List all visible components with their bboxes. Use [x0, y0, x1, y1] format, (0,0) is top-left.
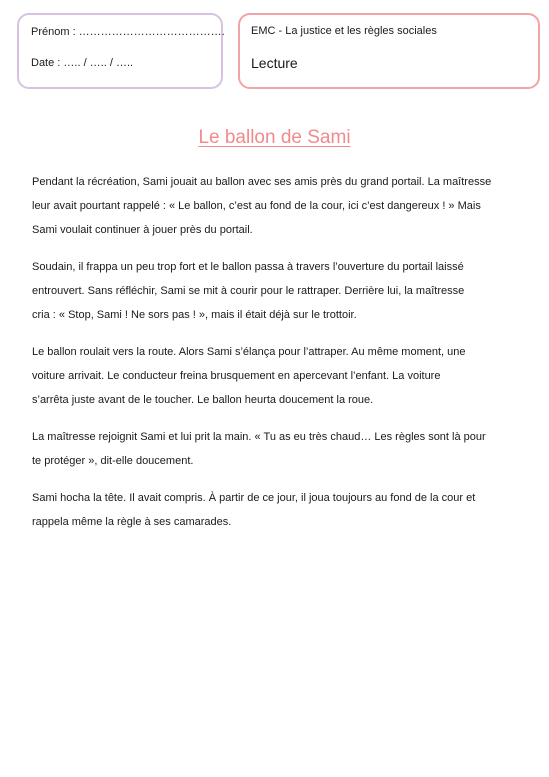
subject-box	[238, 13, 540, 89]
story-body	[32, 170, 514, 547]
lesson-type-label: Lecture	[251, 55, 298, 71]
student-info-box	[17, 13, 223, 89]
first-name-field: Prénom : ………………………………….	[31, 26, 225, 38]
story-title: Le ballon de Sami	[198, 127, 351, 148]
story-paragraph: La maîtresse rejoignit Sami et lui prit la main. « Tu as eu très chaud… Les règles sont là pour te protéger », dit-elle doucement.	[32, 431, 486, 467]
date-field: Date : ….. / ….. / …..	[31, 57, 134, 69]
subject-label: EMC - La justice et les règles sociales	[251, 25, 437, 37]
story-paragraph: Pendant la récréation, Sami jouait au ballon avec ses amis près du grand portail. La maîtresse leur avait pourtant rappelé : « Le ballon, c’est au fond de la cour, ici c’est dangereux ! » Mais Sami voulait continuer à jouer près du portail.	[32, 176, 492, 236]
story-paragraph: Sami hocha la tête. Il avait compris. À partir de ce jour, il joua toujours au fond de la cour et rappela même la règle à ses camarades.	[32, 492, 476, 528]
story-paragraph: Le ballon roulait vers la route. Alors Sami s’élança pour l’attraper. Au même moment, une voiture arrivait. Le conducteur freina brusquement en apercevant l’enfant. La voiture s’arrêta juste avant de le toucher. Le ballon heurta doucement la roue.	[32, 346, 466, 406]
story-paragraph: Soudain, il frappa un peu trop fort et le ballon passa à travers l’ouverture du portail laissé entrouvert. Sans réfléchir, Sami se mit à courir pour le rattraper. Derrière lui, la maîtresse cria : « Stop, Sami ! Ne sors pas ! », mais il était déjà sur le trottoir.	[32, 261, 465, 321]
